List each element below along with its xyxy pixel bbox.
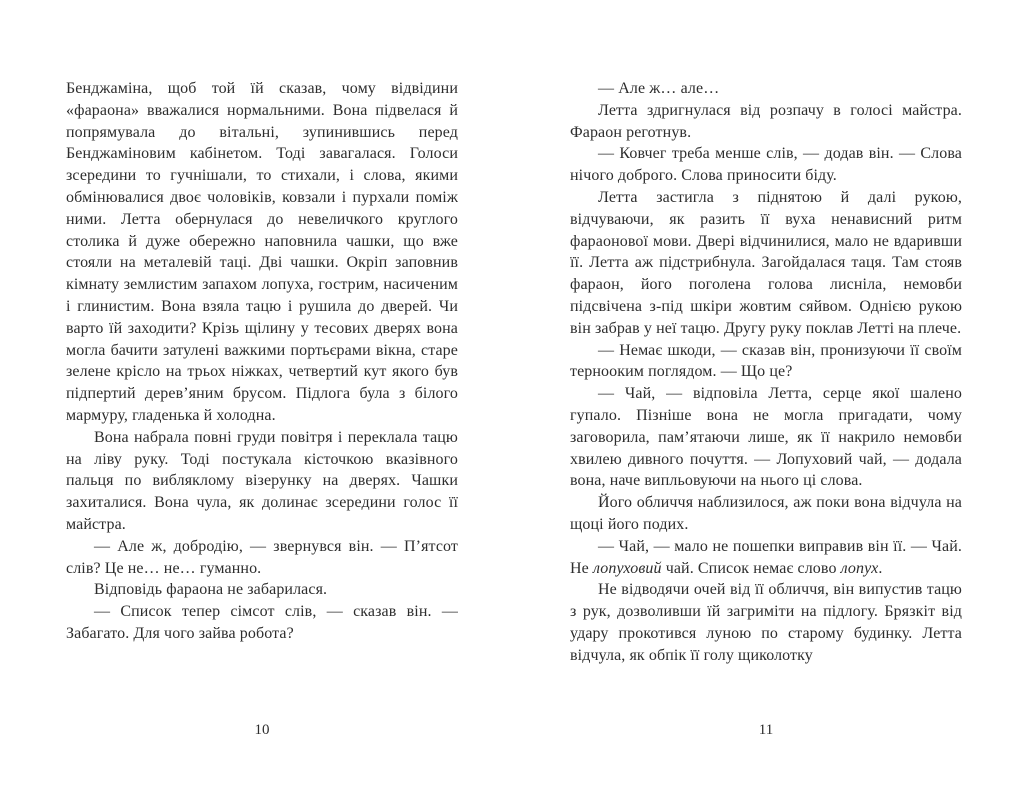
paragraph (66, 536, 458, 580)
paragraph (66, 601, 458, 645)
page-text-1 (570, 78, 962, 667)
text-run: — Чай, — відповіла Летта, серце якої шалено гупало. Пізніше вона не могла пригадати, чому заговорила, пам’ятаючи лише, як її накрило немовби хвилею дивного почуття. — Лопуховий чай, — додала вона, наче випльовуючи на нього ці слова. (570, 385, 962, 490)
page-number-right: 11 (758, 722, 774, 738)
text-run: . (878, 559, 883, 577)
paragraph (570, 143, 962, 187)
text-run: чай. Список немає слово (661, 559, 841, 577)
italic-run: лопух (840, 559, 879, 577)
text-run: Летта здригнулася від розпачу в голосі майстра. Фараон реготнув. (570, 101, 962, 141)
paragraph (570, 187, 962, 340)
text-run: Його обличчя наблизилося, аж поки вона відчула на щоці його подих. (570, 494, 962, 533)
text-run: Бенджаміна, щоб той їй сказав, чому відвідини «фараона» вважалися нормальними. Вона підвелася й попрямувала до вітальні, зупинившись перед Бенджаміновим кабінетом. Тоді завагалася. Голоси зсередини то гучнішали, то стихали, і слова, якими обмінювалися двоє чоловіків, ковзали і пурхали поміж ними. Летта обернулася до невеличкого круглого столика й дуже обережно наповнила чашки, що вже стояли на металевій таці. Дві чашки. Окріп заповнив кімнату землистим запахом лопуха, гострим, насиченим і глинистим. Вона взяла тацю і рушила до дверей. Чи варто їй заходити? Крізь щілину у тесових дверях вона могла бачити затулені важкими портьєрами вікна, старе зелене крісло на трьох ніжках, четвертий кут якого був підпертий дерев’яним брусом. Підлога була з білого мармуру, гладенька й холодна. (66, 80, 458, 424)
text-run: — Немає шкоди, — сказав він, пронизуючи її своїм тернооким поглядом. — Що це? (570, 341, 962, 381)
paragraph (66, 579, 458, 601)
paragraph (66, 78, 458, 427)
paragraph (570, 536, 962, 580)
page-right (570, 0, 962, 788)
text-run: Відповідь фараона не забарилася. (94, 581, 328, 599)
paragraph (570, 579, 962, 666)
page-number-left: 10 (254, 722, 270, 738)
text-run: Вона набрала повні груди повітря і переклала тацю на ліву руку. Тоді постукала кісточкою вказівного пальця по вибляклому візерунку на дверях. Чашки захиталися. Вона чула, як долинає зсередини голос її майстра. (66, 428, 458, 533)
text-run: — Але ж… але… (598, 80, 720, 97)
italic-run: лопуховий (592, 559, 662, 577)
paragraph (570, 340, 962, 384)
text-run: — Ковчег треба менше слів, — додав він. — Слова нічого доброго. Слова приносити біду. (570, 145, 962, 185)
paragraph (570, 383, 962, 492)
paragraph (570, 492, 962, 536)
text-run: Не відводячи очей від її обличчя, він випустив тацю з рук, дозволивши їй загриміти на підлогу. Брязкіт від удару прокотився луною по старому будинку. Летта відчула, як обпік її голу щиколотку (570, 581, 962, 664)
paragraph (570, 78, 962, 100)
text-run: — Список тепер сімсот слів, — сказав він. — Забагато. Для чого зайва робота? (66, 603, 458, 642)
text-run: — Чай, — мало не пошепки виправив він її. — Чай. Не (570, 537, 962, 577)
page-left (66, 0, 458, 788)
paragraph (570, 100, 962, 144)
text-run: — Але ж, добродію, — звернувся він. — П’ятсот слів? Це не… не… гуманно. (66, 537, 458, 577)
page-text-0 (66, 78, 458, 645)
text-run: Летта застигла з піднятою й далі рукою, відчуваючи, як разить її вуха ненависний ритм фараонової мови. Двері відчинилися, мало не вдаривши її. Летта аж підстрибнула. Загойдалася таця. Там стояв фараон, його поголена голова лисніла, немовби підсвічена з-під шкіри жовтим сяйвом. Однією рукою він забрав у неї тацю. Другу руку поклав Летті на плече. (570, 188, 962, 337)
paragraph (66, 427, 458, 536)
